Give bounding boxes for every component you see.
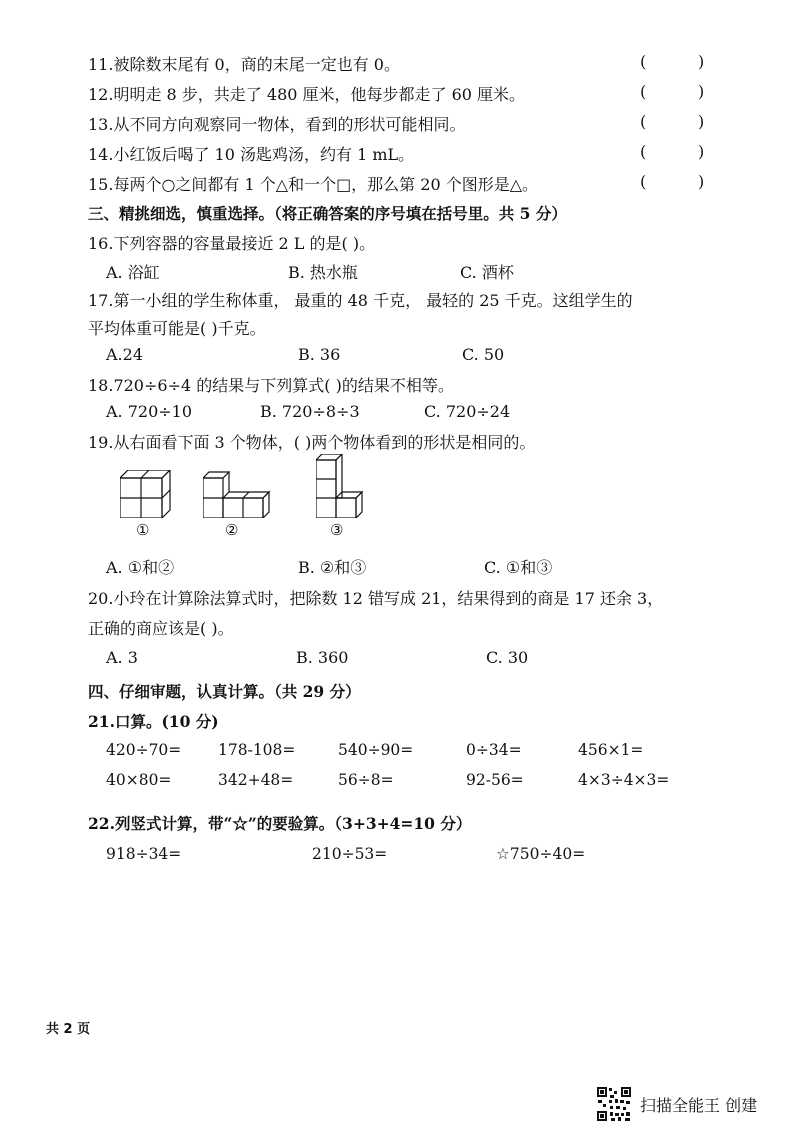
question-19: 19.从右面看下面 3 个物体，( )两个物体看到的形状是相同的。	[88, 433, 536, 452]
question-20-line-2: 正确的商应该是( )。	[88, 619, 234, 638]
answer-paren-right: )	[698, 142, 705, 161]
answer-paren-right: )	[698, 52, 705, 71]
q16-option-b: B. 热水瓶	[288, 263, 358, 282]
cube-figure-3	[316, 454, 364, 518]
q19-option-a: A. ①和②	[106, 558, 175, 577]
page-count: 共 2 页	[46, 1022, 91, 1037]
figure-2-label: ②	[225, 521, 239, 539]
question-17-line-1: 17.第一小组的学生称体重， 最重的 48 千克， 最轻的 25 千克。这组学生的	[88, 291, 633, 310]
oral-calc-item: 178-108=	[218, 741, 296, 759]
q20-option-b: B. 360	[296, 648, 349, 667]
question-22-title: 22.列竖式计算，带“☆”的要验算。（3+3+4=10 分）	[88, 814, 472, 833]
question-17-line-2: 平均体重可能是( )千克。	[88, 319, 266, 338]
q18-option-a: A. 720÷10	[106, 402, 193, 421]
question-21-title: 21.口算。(10 分)	[88, 712, 219, 731]
question-13: 13.从不同方向观察同一物体，看到的形状可能相同。	[88, 115, 466, 134]
question-20-line-1: 20.小玲在计算除法算式时，把除数 12 错写成 21，结果得到的商是 17 还余 3，	[88, 589, 664, 608]
oral-calc-item: 56÷8=	[338, 771, 394, 789]
qr-code-icon	[596, 1086, 632, 1122]
answer-paren-left: (	[640, 52, 647, 71]
q17-option-a: A.24	[106, 345, 143, 364]
question-16: 16.下列容器的容量最接近 2 L 的是( )。	[88, 234, 376, 253]
section-4-title: 四、仔细审题，认真计算。（共 29 分）	[88, 682, 361, 701]
q16-option-a: A. 浴缸	[106, 263, 160, 282]
oral-calc-item: 342+48=	[218, 771, 294, 789]
vertical-calc-item: 918÷34=	[106, 845, 182, 863]
answer-paren-right: )	[698, 172, 705, 191]
cube-figure-2	[203, 470, 271, 518]
section-3-title: 三、精挑细选，慎重选择。（将正确答案的序号填在括号里。共 5 分）	[88, 204, 567, 223]
answer-paren-left: (	[640, 112, 647, 131]
vertical-calc-item: 210÷53=	[312, 845, 388, 863]
q20-option-a: A. 3	[106, 648, 138, 667]
question-18: 18.720÷6÷4 的结果与下列算式( )的结果不相等。	[88, 376, 454, 395]
answer-paren-left: (	[640, 82, 647, 101]
oral-calc-item: 4×3÷4×3=	[578, 771, 670, 789]
q16-option-c: C. 酒杯	[460, 263, 514, 282]
question-14: 14.小红饭后喝了 10 汤匙鸡汤，约有 1 mL。	[88, 145, 415, 164]
answer-paren-left: (	[640, 142, 647, 161]
cube-figure-1	[120, 470, 172, 518]
figure-1-label: ①	[136, 521, 150, 539]
oral-calc-item: 420÷70=	[106, 741, 182, 759]
oral-calc-item: 92-56=	[466, 771, 524, 789]
q19-option-c: C. ①和③	[484, 558, 553, 577]
question-12: 12.明明走 8 步，共走了 480 厘米，他每步都走了 60 厘米。	[88, 85, 526, 104]
q17-option-c: C. 50	[462, 345, 505, 364]
answer-paren-right: )	[698, 82, 705, 101]
q19-option-b: B. ②和③	[298, 558, 367, 577]
q17-option-b: B. 36	[298, 345, 341, 364]
oral-calc-item: 40×80=	[106, 771, 172, 789]
vertical-calc-item: ☆750÷40=	[496, 845, 586, 863]
q20-option-c: C. 30	[486, 648, 529, 667]
scanner-watermark: 扫描全能王 创建	[640, 1096, 758, 1115]
q18-option-b: B. 720÷8÷3	[260, 402, 360, 421]
answer-paren-right: )	[698, 112, 705, 131]
oral-calc-item: 456×1=	[578, 741, 644, 759]
question-11: 11.被除数末尾有 0，商的末尾一定也有 0。	[88, 55, 400, 74]
answer-paren-left: (	[640, 172, 647, 191]
question-15: 15.每两个○之间都有 1 个△和一个□，那么第 20 个图形是△。	[88, 175, 539, 194]
oral-calc-item: 0÷34=	[466, 741, 522, 759]
figure-3-label: ③	[330, 521, 344, 539]
q18-option-c: C. 720÷24	[424, 402, 511, 421]
oral-calc-item: 540÷90=	[338, 741, 414, 759]
